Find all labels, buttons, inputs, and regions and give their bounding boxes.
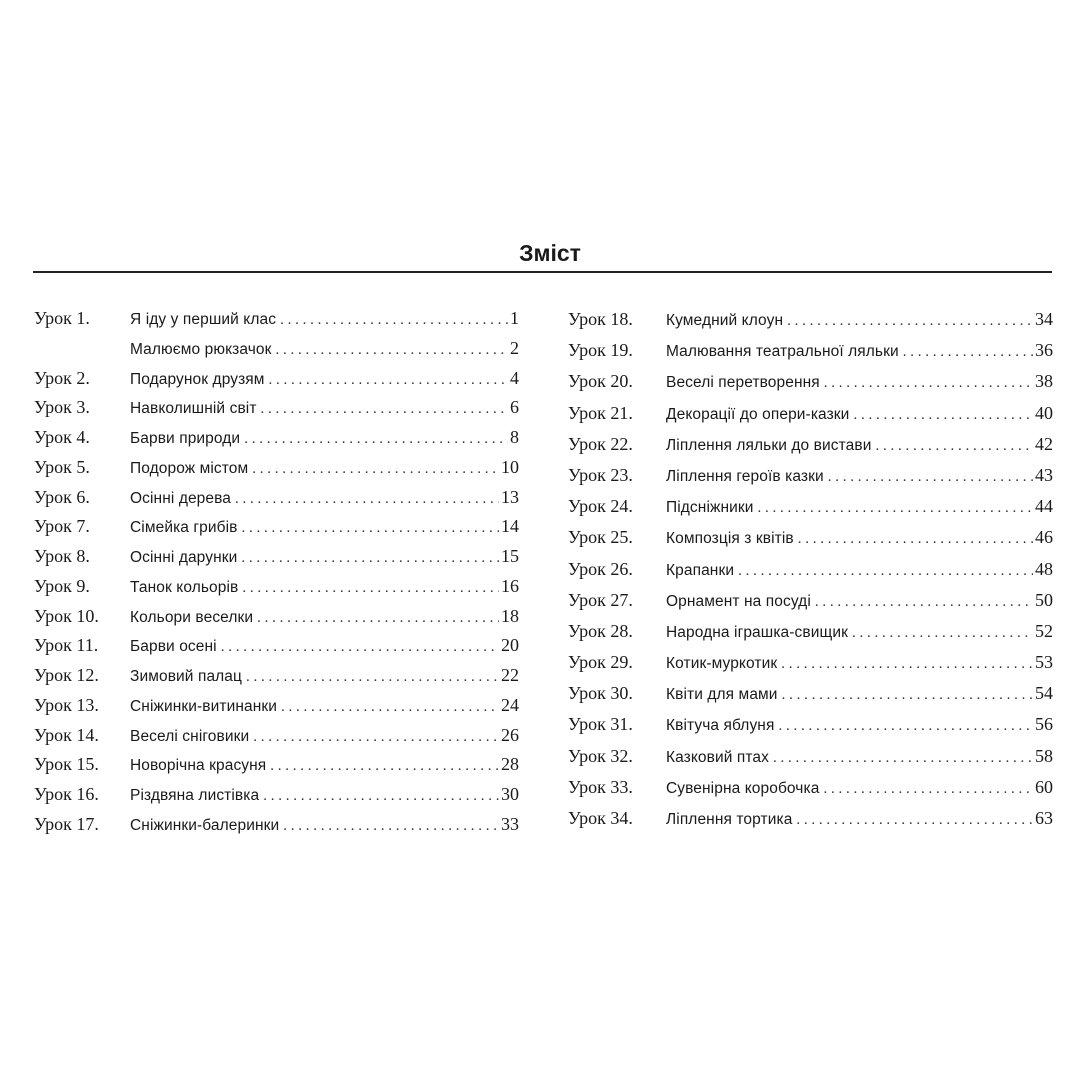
dot-leader [778, 711, 1033, 740]
toc-entry [34, 631, 519, 661]
toc-page-number: 2 [510, 337, 519, 358]
toc-entry [34, 780, 519, 810]
toc-lesson-title: Квіти для мами [666, 686, 778, 704]
toc-entry [568, 772, 1053, 803]
toc-entry [568, 585, 1053, 616]
toc-page-number: 36 [1035, 340, 1053, 361]
toc-right-column [568, 304, 1053, 834]
toc-page-number: 63 [1035, 808, 1053, 828]
toc-lesson-number: Урок 21. [568, 402, 633, 423]
toc-lesson-number: Урок 2. [34, 367, 90, 388]
toc-lesson-number: Урок 19. [568, 340, 633, 361]
toc-lesson-number: Урок 5. [34, 456, 90, 477]
toc-lesson-number: Урок 33. [568, 776, 633, 797]
toc-page-number: 60 [1035, 776, 1053, 797]
toc-entry [568, 491, 1053, 522]
toc-entry [568, 741, 1053, 772]
dot-leader [823, 774, 1033, 803]
toc-lesson-title: Ліплення тортика [666, 811, 793, 828]
toc-page-number: 33 [501, 813, 519, 834]
toc-lesson-number: Урок 26. [568, 558, 633, 579]
toc-page-number: 22 [501, 665, 519, 685]
toc-entry [34, 334, 519, 364]
toc-page-number: 13 [501, 486, 519, 507]
toc-page-number: 52 [1035, 620, 1053, 641]
toc-lesson-number: Урок 4. [34, 427, 90, 447]
toc-lesson-title: Веселі сніговики [130, 727, 250, 745]
toc-entry [34, 721, 519, 751]
dot-leader [221, 633, 499, 661]
toc-page-number: 10 [501, 456, 519, 477]
dot-leader [257, 604, 499, 632]
toc-lesson-number: Урок 15. [34, 754, 99, 775]
toc-entry [568, 616, 1053, 647]
toc-lesson-title: Малювання театральної ляльки [666, 343, 899, 361]
toc-entry [568, 398, 1053, 429]
dot-leader [263, 782, 499, 810]
toc-lesson-title: Подорож містом [130, 459, 249, 477]
toc-page-number: 26 [501, 724, 519, 745]
toc-lesson-number: Урок 6. [34, 486, 90, 507]
toc-page-number: 30 [501, 784, 519, 804]
toc-lesson-title: Осінні дерева [130, 489, 232, 507]
toc-lesson-title: Новорічна красуня [130, 757, 267, 775]
dot-leader [281, 693, 499, 721]
toc-page-number: 4 [510, 367, 519, 388]
toc-page-number: 44 [1035, 496, 1053, 517]
toc-lesson-title: Ліплення героїв казки [666, 467, 824, 485]
toc-lesson-number: Урок 9. [34, 575, 90, 596]
toc-lesson-number: Урок 23. [568, 464, 633, 485]
toc-lesson-number: Урок 34. [568, 808, 633, 828]
dot-leader [852, 618, 1033, 647]
dot-leader [244, 425, 508, 453]
toc-lesson-number: Урок 14. [34, 724, 99, 745]
toc-lesson-title: Кумедний клоун [666, 312, 784, 329]
dot-leader [738, 556, 1033, 585]
toc-page-number: 14 [501, 516, 519, 537]
dot-leader [246, 663, 499, 691]
toc-page-number: 20 [501, 635, 519, 656]
title-divider [33, 271, 1052, 273]
toc-lesson-title: Крапанки [666, 561, 735, 579]
dot-leader [773, 743, 1033, 772]
toc-lesson-number: Урок 27. [568, 589, 633, 610]
toc-entry [568, 460, 1053, 491]
toc-entry [568, 647, 1053, 678]
toc-lesson-title: Осінні дарунки [130, 549, 238, 566]
toc-left-column [34, 304, 519, 840]
toc-lesson-title: Навколишній світ [130, 400, 257, 418]
toc-page-number: 58 [1035, 745, 1053, 766]
toc-entry [34, 661, 519, 691]
toc-lesson-title: Казковий птах [666, 748, 770, 766]
dot-leader [253, 723, 499, 751]
toc-lesson-title: Барви осені [130, 638, 217, 656]
toc-entry [34, 512, 519, 542]
toc-page-number: 42 [1035, 433, 1053, 454]
toc-lesson-title: Барви природи [130, 430, 241, 447]
toc-lesson-number: Урок 24. [568, 496, 633, 517]
toc-lesson-title: Сніжинки-витинанки [130, 697, 278, 715]
toc-entry [34, 572, 519, 602]
dot-leader [853, 400, 1033, 429]
toc-lesson-title: Орнамент на посуді [666, 592, 811, 610]
toc-page-number: 54 [1035, 683, 1053, 704]
dot-leader [270, 752, 499, 780]
toc-page-number: 6 [510, 397, 519, 418]
toc-page-number: 24 [501, 694, 519, 715]
dot-leader [242, 574, 499, 602]
toc-lesson-number: Урок 8. [34, 546, 90, 566]
toc-lesson-title: Декорації до опери-казки [666, 405, 850, 423]
dot-leader [875, 431, 1033, 460]
toc-lesson-number: Урок 18. [568, 309, 633, 329]
toc-lesson-number: Урок 30. [568, 683, 633, 704]
dot-leader [235, 485, 499, 513]
toc-lesson-title: Кольори веселки [130, 608, 254, 626]
dot-leader [758, 493, 1033, 522]
toc-entry [568, 429, 1053, 460]
dot-leader [903, 337, 1033, 366]
page-title: Зміст [519, 240, 581, 266]
toc-lesson-title: Сувенірна коробочка [666, 779, 820, 797]
toc-lesson-number: Урок 31. [568, 714, 633, 735]
toc-page-number: 56 [1035, 714, 1053, 735]
toc-entry [568, 803, 1053, 834]
toc-lesson-title: Ліплення ляльки до вистави [666, 436, 872, 454]
toc-entry [568, 554, 1053, 585]
toc-lesson-title: Сімейка грибів [130, 519, 238, 537]
dot-leader [283, 812, 499, 840]
toc-entry [34, 393, 519, 423]
toc-lesson-number: Урок 12. [34, 665, 99, 685]
dot-leader [242, 514, 499, 542]
toc-lesson-title: Зимовий палац [130, 668, 243, 685]
toc-page-number: 15 [501, 546, 519, 566]
toc-lesson-number: Урок 13. [34, 694, 99, 715]
toc-entry [568, 335, 1053, 366]
dot-leader [815, 587, 1033, 616]
toc-entry [34, 423, 519, 453]
toc-page-number: 18 [501, 605, 519, 626]
dot-leader [787, 306, 1033, 335]
toc-lesson-title: Котик-муркотик [666, 655, 778, 673]
toc-lesson-number: Урок 29. [568, 652, 633, 673]
toc-entry [34, 750, 519, 780]
toc-lesson-number: Урок 16. [34, 784, 99, 804]
dot-leader [261, 395, 508, 423]
dot-leader [782, 680, 1033, 709]
toc-lesson-title: Сніжинки-балеринки [130, 816, 280, 834]
toc-entry [568, 678, 1053, 709]
toc-lesson-title: Композція з квітів [666, 530, 794, 548]
toc-entry [34, 364, 519, 394]
toc-entry [568, 366, 1053, 397]
toc-lesson-title: Народна іграшка-свищик [666, 623, 848, 641]
toc-entry [34, 542, 519, 572]
toc-page-number: 50 [1035, 589, 1053, 610]
toc-lesson-number: Урок 1. [34, 308, 90, 328]
toc-lesson-title: Різдвяна листівка [130, 787, 260, 804]
toc-entry [34, 304, 519, 334]
toc-lesson-title: Малюємо рюкзачок [130, 340, 272, 358]
toc-page-number: 16 [501, 575, 519, 596]
toc-lesson-number: Урок 28. [568, 620, 633, 641]
toc-page-number: 40 [1035, 402, 1053, 423]
toc-lesson-number: Урок 32. [568, 745, 633, 766]
dot-leader [781, 649, 1033, 678]
toc-lesson-number: Урок 17. [34, 813, 99, 834]
dot-leader [252, 455, 499, 483]
toc-lesson-number: Урок 22. [568, 433, 633, 454]
toc-lesson-title: Я іду у перший клас [130, 311, 277, 328]
dot-leader [828, 462, 1033, 491]
dot-leader [796, 805, 1033, 834]
dot-leader [280, 306, 508, 334]
toc-entry [34, 602, 519, 632]
dot-leader [824, 368, 1033, 397]
toc-lesson-title: Веселі перетворення [666, 374, 820, 392]
toc-page-number: 28 [501, 754, 519, 775]
toc-entry [568, 709, 1053, 740]
toc-entry [568, 304, 1053, 335]
toc-page-number: 48 [1035, 558, 1053, 579]
toc-page-number: 38 [1035, 371, 1053, 392]
toc-page-number: 53 [1035, 652, 1053, 673]
toc-entry [34, 691, 519, 721]
toc-lesson-title: Підсніжники [666, 499, 754, 517]
dot-leader [241, 544, 499, 572]
toc-page-number: 43 [1035, 464, 1053, 485]
toc-entry [34, 483, 519, 513]
dot-leader [276, 336, 508, 364]
toc-lesson-title: Танок кольорів [130, 578, 239, 596]
toc-page-number: 8 [510, 427, 519, 447]
toc-page-number: 1 [510, 308, 519, 328]
toc-entry [34, 810, 519, 840]
toc-lesson-number: Урок 20. [568, 371, 633, 392]
toc-lesson-number: Урок 10. [34, 605, 99, 626]
toc-lesson-title: Подарунок друзям [130, 370, 265, 388]
toc-lesson-number: Урок 3. [34, 397, 90, 418]
toc-page-number: 46 [1035, 527, 1053, 548]
toc-entry [34, 453, 519, 483]
dot-leader [798, 524, 1033, 553]
toc-lesson-number: Урок 11. [34, 635, 99, 656]
toc-lesson-title: Квітуча яблуня [666, 717, 775, 735]
toc-lesson-number: Урок 7. [34, 516, 90, 537]
toc-page-number: 34 [1035, 309, 1053, 329]
toc-entry [568, 522, 1053, 553]
toc-lesson-number: Урок 25. [568, 527, 633, 548]
dot-leader [269, 366, 508, 394]
